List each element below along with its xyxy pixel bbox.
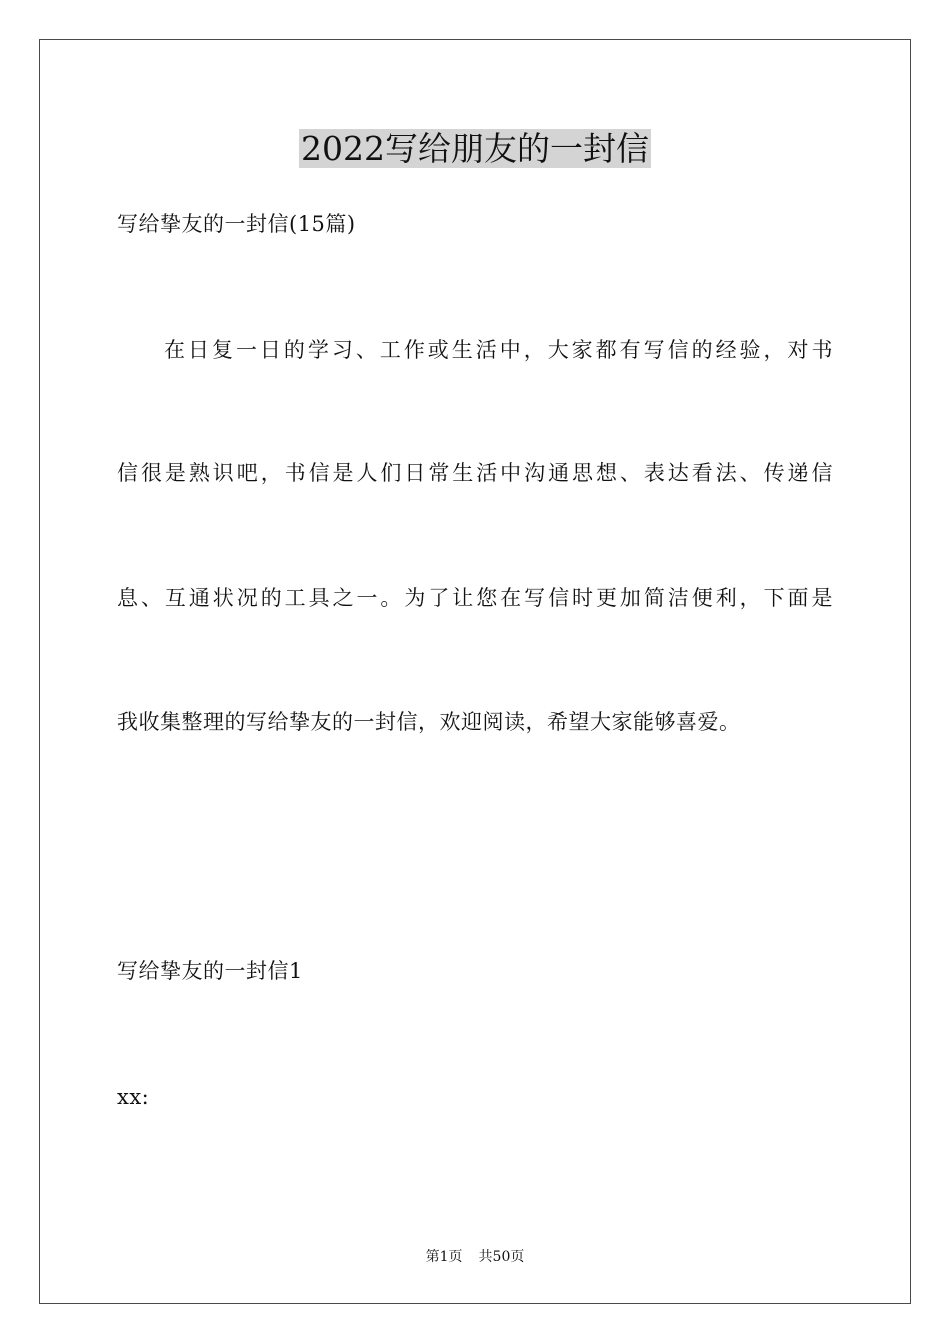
document-title — [0, 126, 950, 172]
document-title-text: 2022写给朋友的一封信 — [301, 129, 649, 168]
intro-line-4: 我收集整理的写给挚友的一封信，欢迎阅读，希望大家能够喜爱。 — [117, 710, 741, 734]
section-heading: 写给挚友的一封信1 — [117, 959, 303, 983]
intro-line-2: 信很是熟识吧，书信是人们日常生活中沟通思想、表达看法、传递信 — [117, 461, 833, 485]
page-number-current: 第1页 — [425, 1249, 463, 1265]
intro-line-1: 在日复一日的学习、工作或生活中，大家都有写信的经验，对书 — [164, 338, 833, 362]
page-number-total: 共50页 — [478, 1249, 525, 1265]
document-subtitle: 写给挚友的一封信(15篇) — [117, 212, 356, 236]
salutation: xx: — [117, 1085, 150, 1109]
intro-line-3: 息、互通状况的工具之一。为了让您在写信时更加简洁便利，下面是 — [117, 586, 833, 610]
page-footer — [0, 1247, 950, 1267]
